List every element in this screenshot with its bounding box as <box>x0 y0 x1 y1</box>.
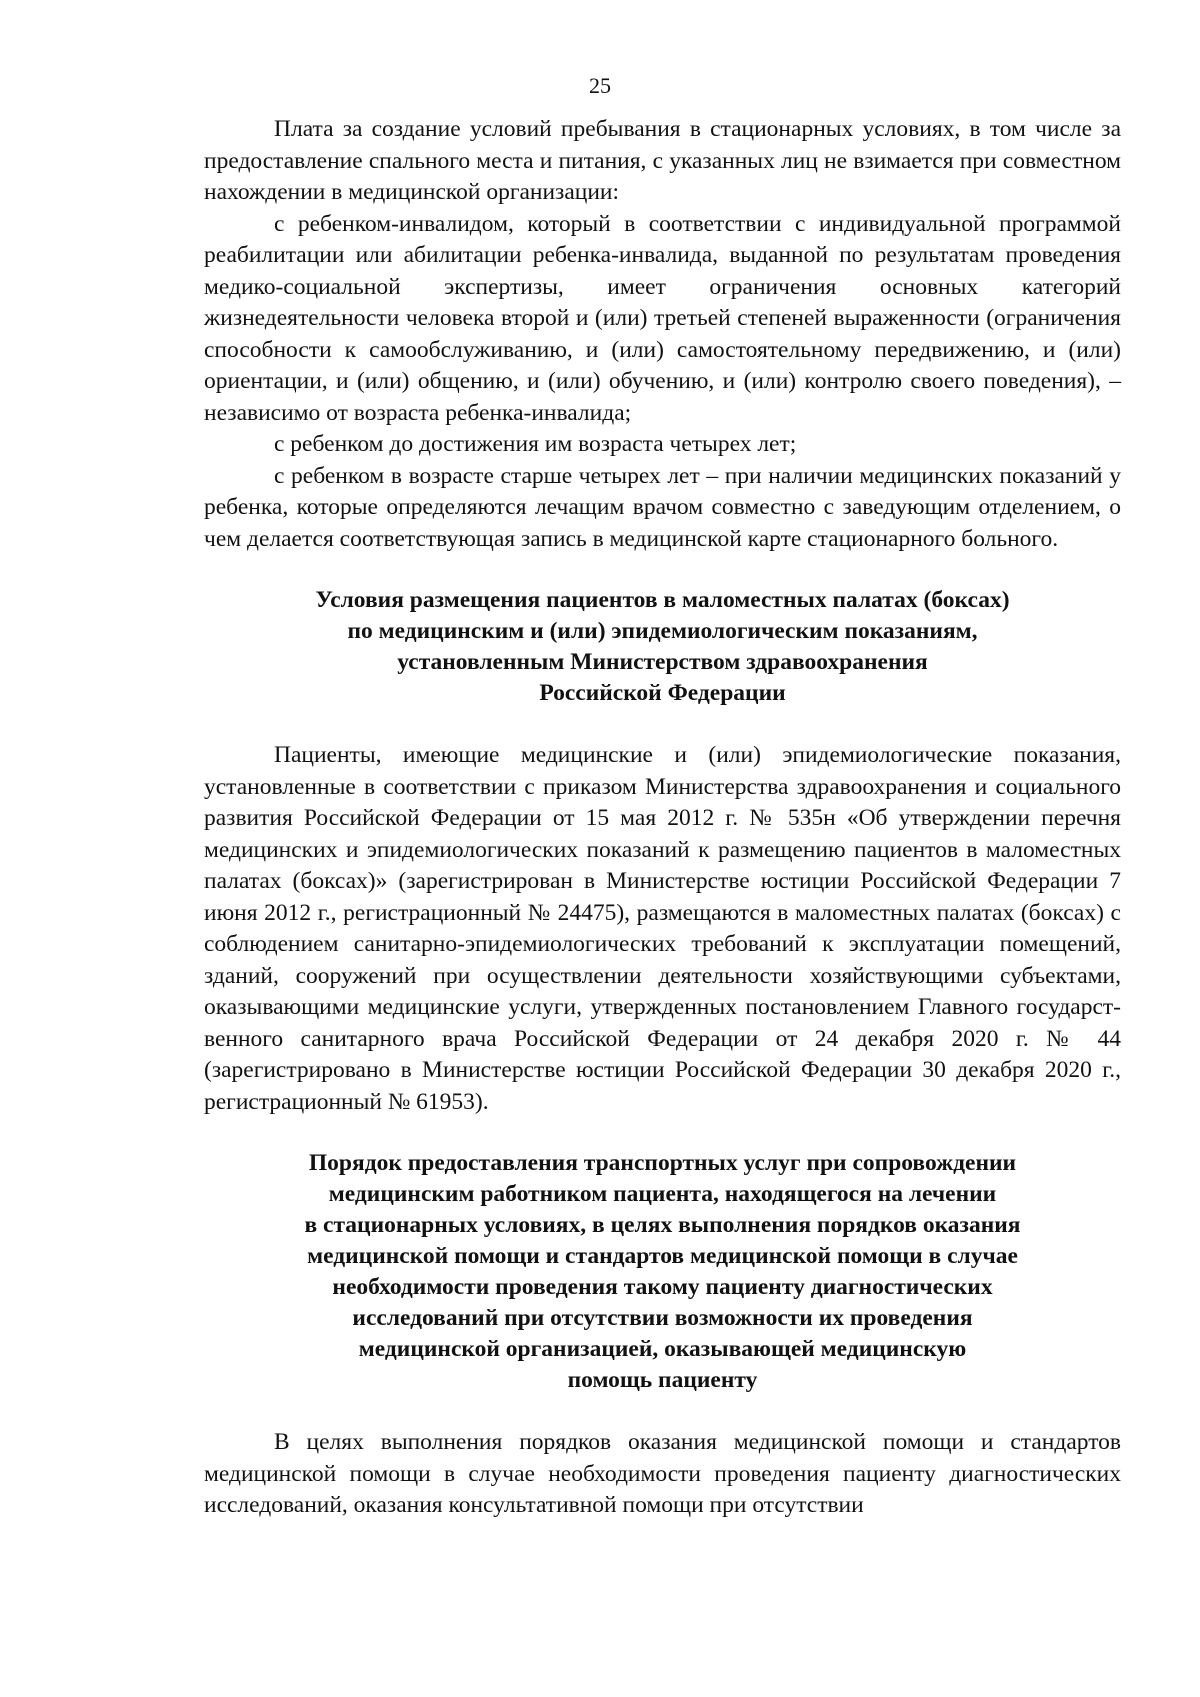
paragraph-transport-services: В целях выполнения порядков оказания медицинской помощи и стандартов медицинской помощи в случае необходимости проведения пациенту диагностических исследований, оказания консультативной помощи при отсутствии <box>204 1429 1121 1518</box>
paragraph-fee-exemption: Плата за создание условий пребывания в стационарных условиях, в том числе за предоставление спального места и питания, с указанных лиц не взимается при совместном нахождении в медицинской организации: <box>204 116 1121 205</box>
heading-line: исследований при отсутствии возможности их проведения <box>352 1305 973 1331</box>
heading-line: установленным Министерством здравоохранения <box>397 649 928 675</box>
heading-line: помощь пациенту <box>567 1367 758 1393</box>
page-content <box>204 114 1121 1522</box>
paragraph-child-over-four: с ребенком в возрасте старше четырех лет – при наличии медицинских показаний у ребенка, которые определяются лечащим врачом совместно с заведующим отделением, о чем делается соответствующая запись в медицинской карте стационарного больного. <box>204 462 1121 552</box>
heading-transport-services <box>204 1148 1121 1396</box>
heading-line: необходимости проведения такому пациенту диагностических <box>332 1274 993 1300</box>
paragraph-disabled-child: с ребенком-инвалидом, который в соответствии с индивидуальной программой реабилитации или абилитации ребенка-инвалида, выданной по результатам проведения медико-социальной экспертизы, имеет ограничения основных категорий жизнедеятельности человека второй и (или) третьей степеней выраженности (ограничения способности к самообслуживанию, и (или) самостоятельному передвижению, и (или) ориентации, и (или) общению, и (или) обучению, и (или) контролю своего поведения), – независимо от возраста ребенка-инвалида; <box>204 210 1121 426</box>
section-transport-services <box>204 1148 1121 1522</box>
heading-line: в стационарных условиях, в целях выполнения порядков оказания <box>304 1212 1021 1238</box>
page-number: 25 <box>589 73 611 98</box>
paragraph-child-under-four: с ребенком до достижения им возраста четырех лет; <box>274 431 797 457</box>
heading-line: Условия размещения пациентов в маломестных палатах (боксах) <box>315 587 1010 613</box>
heading-line: медицинской помощи и стандартов медицинской помощи в случае <box>307 1243 1018 1269</box>
paragraph-small-wards: Пациенты, имеющие медицинские и (или) эпидемиологические показания, установленные в соответствии с приказом Министерства здравоохранения и социального развития Российской Федерации от 15 мая 2012 г. № 535н «Об утверждении перечня медицинских и эпидемиологических показаний к размещению пациентов в маломестных палатах (боксах)» (зарегистрирован в Министерстве юстиции Российской Федерации 7 июня 2012 г., регистрационный № 24475), размещаются в маломестных палатах (боксах) с соблюдением санитарно-эпидемиологических требований к эксплуатации помещений, зданий, сооружений при осуществлении деятельности хозяйствующими субъектами, оказывающими медицинские услуги, утвержденных постановлением Главного государственного санитарного врача Российской Федерации от 24 декабря 2020 г. № 44 (зарегистрировано в Министерстве юстиции Российской Федерации 30 декабря 2020 г., регистрационный № 61953). <box>204 742 1121 1115</box>
heading-line: медицинской организацией, оказывающей медицинскую <box>358 1336 967 1362</box>
heading-small-wards <box>204 585 1121 709</box>
section-small-wards <box>204 585 1121 1118</box>
heading-line: Порядок предоставления транспортных услуг при сопровождении <box>308 1150 1017 1176</box>
heading-line: медицинским работником пациента, находящегося на лечении <box>328 1181 997 1207</box>
heading-line: Российской Федерации <box>539 680 786 706</box>
section-accommodation-fee <box>204 114 1121 555</box>
heading-line: по медицинским и (или) эпидемиологическим показаниям, <box>347 618 978 644</box>
